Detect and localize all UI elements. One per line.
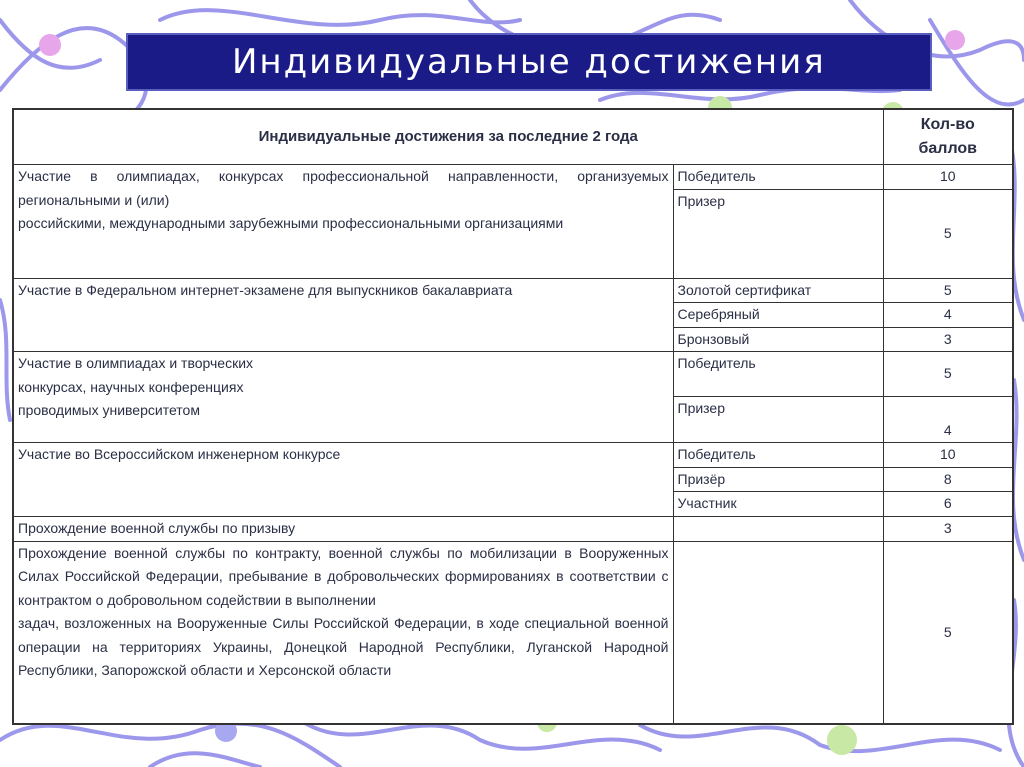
title-bar xyxy=(126,33,932,91)
deco-dot xyxy=(39,34,61,56)
points-value: 3 xyxy=(883,327,1013,352)
table-row xyxy=(13,541,1013,724)
table-row xyxy=(13,352,1013,397)
deco-wave xyxy=(0,723,340,767)
row-description: Прохождение военной службы по контракту, военной службы по мобилизации в Вооруженных Силах Российской Федерации, пребывание в добровольческих формированиях в соответствии с контрактом о добровольном содействии в выполнении задач, возложенных на Вооруженные Силы Российской Федерации, в ходе специальной военной операции на территориях Украины, Донецкой Народной Республики, Луганской Народной Республики, Запорожской области и Херсонской области xyxy=(13,541,673,724)
category-label: Серебряный xyxy=(673,303,883,328)
points-value: 5 xyxy=(883,352,1013,397)
points-value: 5 xyxy=(883,541,1013,724)
points-value: 4 xyxy=(883,303,1013,328)
deco-dot xyxy=(945,30,965,50)
table-row xyxy=(13,517,1013,542)
category-label: Бронзовый xyxy=(673,327,883,352)
category-label: Победитель xyxy=(673,165,883,190)
category-label-empty xyxy=(673,541,883,724)
deco-wave xyxy=(160,10,520,25)
deco-wave xyxy=(0,28,146,120)
deco-dot xyxy=(827,725,857,755)
page-title: Индивидуальные достижения xyxy=(232,42,826,82)
table-header-row xyxy=(13,109,1013,165)
category-label: Победитель xyxy=(673,443,883,468)
points-value: 10 xyxy=(883,165,1013,190)
category-label: Призёр xyxy=(673,467,883,492)
category-label: Призер xyxy=(673,397,883,443)
points-value: 10 xyxy=(883,443,1013,468)
deco-wave xyxy=(0,300,10,420)
points-value: 3 xyxy=(883,517,1013,542)
points-value: 6 xyxy=(883,492,1013,517)
deco-wave xyxy=(150,753,260,767)
category-label: Призер xyxy=(673,189,883,278)
table-row xyxy=(13,278,1013,303)
category-label: Победитель xyxy=(673,352,883,397)
category-label: Участник xyxy=(673,492,883,517)
achievements-table xyxy=(12,108,1014,725)
deco-wave xyxy=(640,725,1000,751)
category-label: Золотой сертификат xyxy=(673,278,883,303)
table-row xyxy=(13,443,1013,468)
table-row xyxy=(13,165,1013,190)
header-achievements: Индивидуальные достижения за последние 2 года xyxy=(13,109,883,165)
points-value: 5 xyxy=(883,189,1013,278)
row-description: Участие в олимпиадах и творческих конкурсах, научных конференциях проводимых университетом xyxy=(13,352,673,443)
row-description: Прохождение военной службы по призыву xyxy=(13,517,673,542)
points-value: 4 xyxy=(883,397,1013,443)
points-value: 8 xyxy=(883,467,1013,492)
row-description: Участие в олимпиадах, конкурсах профессиональной направленности, организуемых региональными и (или) российскими, международными зарубежными профессиональными организациями xyxy=(13,165,673,279)
category-label-empty xyxy=(673,517,883,542)
row-description: Участие во Всероссийском инженерном конкурсе xyxy=(13,443,673,517)
points-value: 5 xyxy=(883,278,1013,303)
deco-wave xyxy=(930,20,1024,105)
deco-wave xyxy=(1013,380,1024,560)
header-points: Кол-во баллов xyxy=(883,109,1013,165)
row-description: Участие в Федеральном интернет-экзамене для выпускников бакалавриата xyxy=(13,278,673,352)
